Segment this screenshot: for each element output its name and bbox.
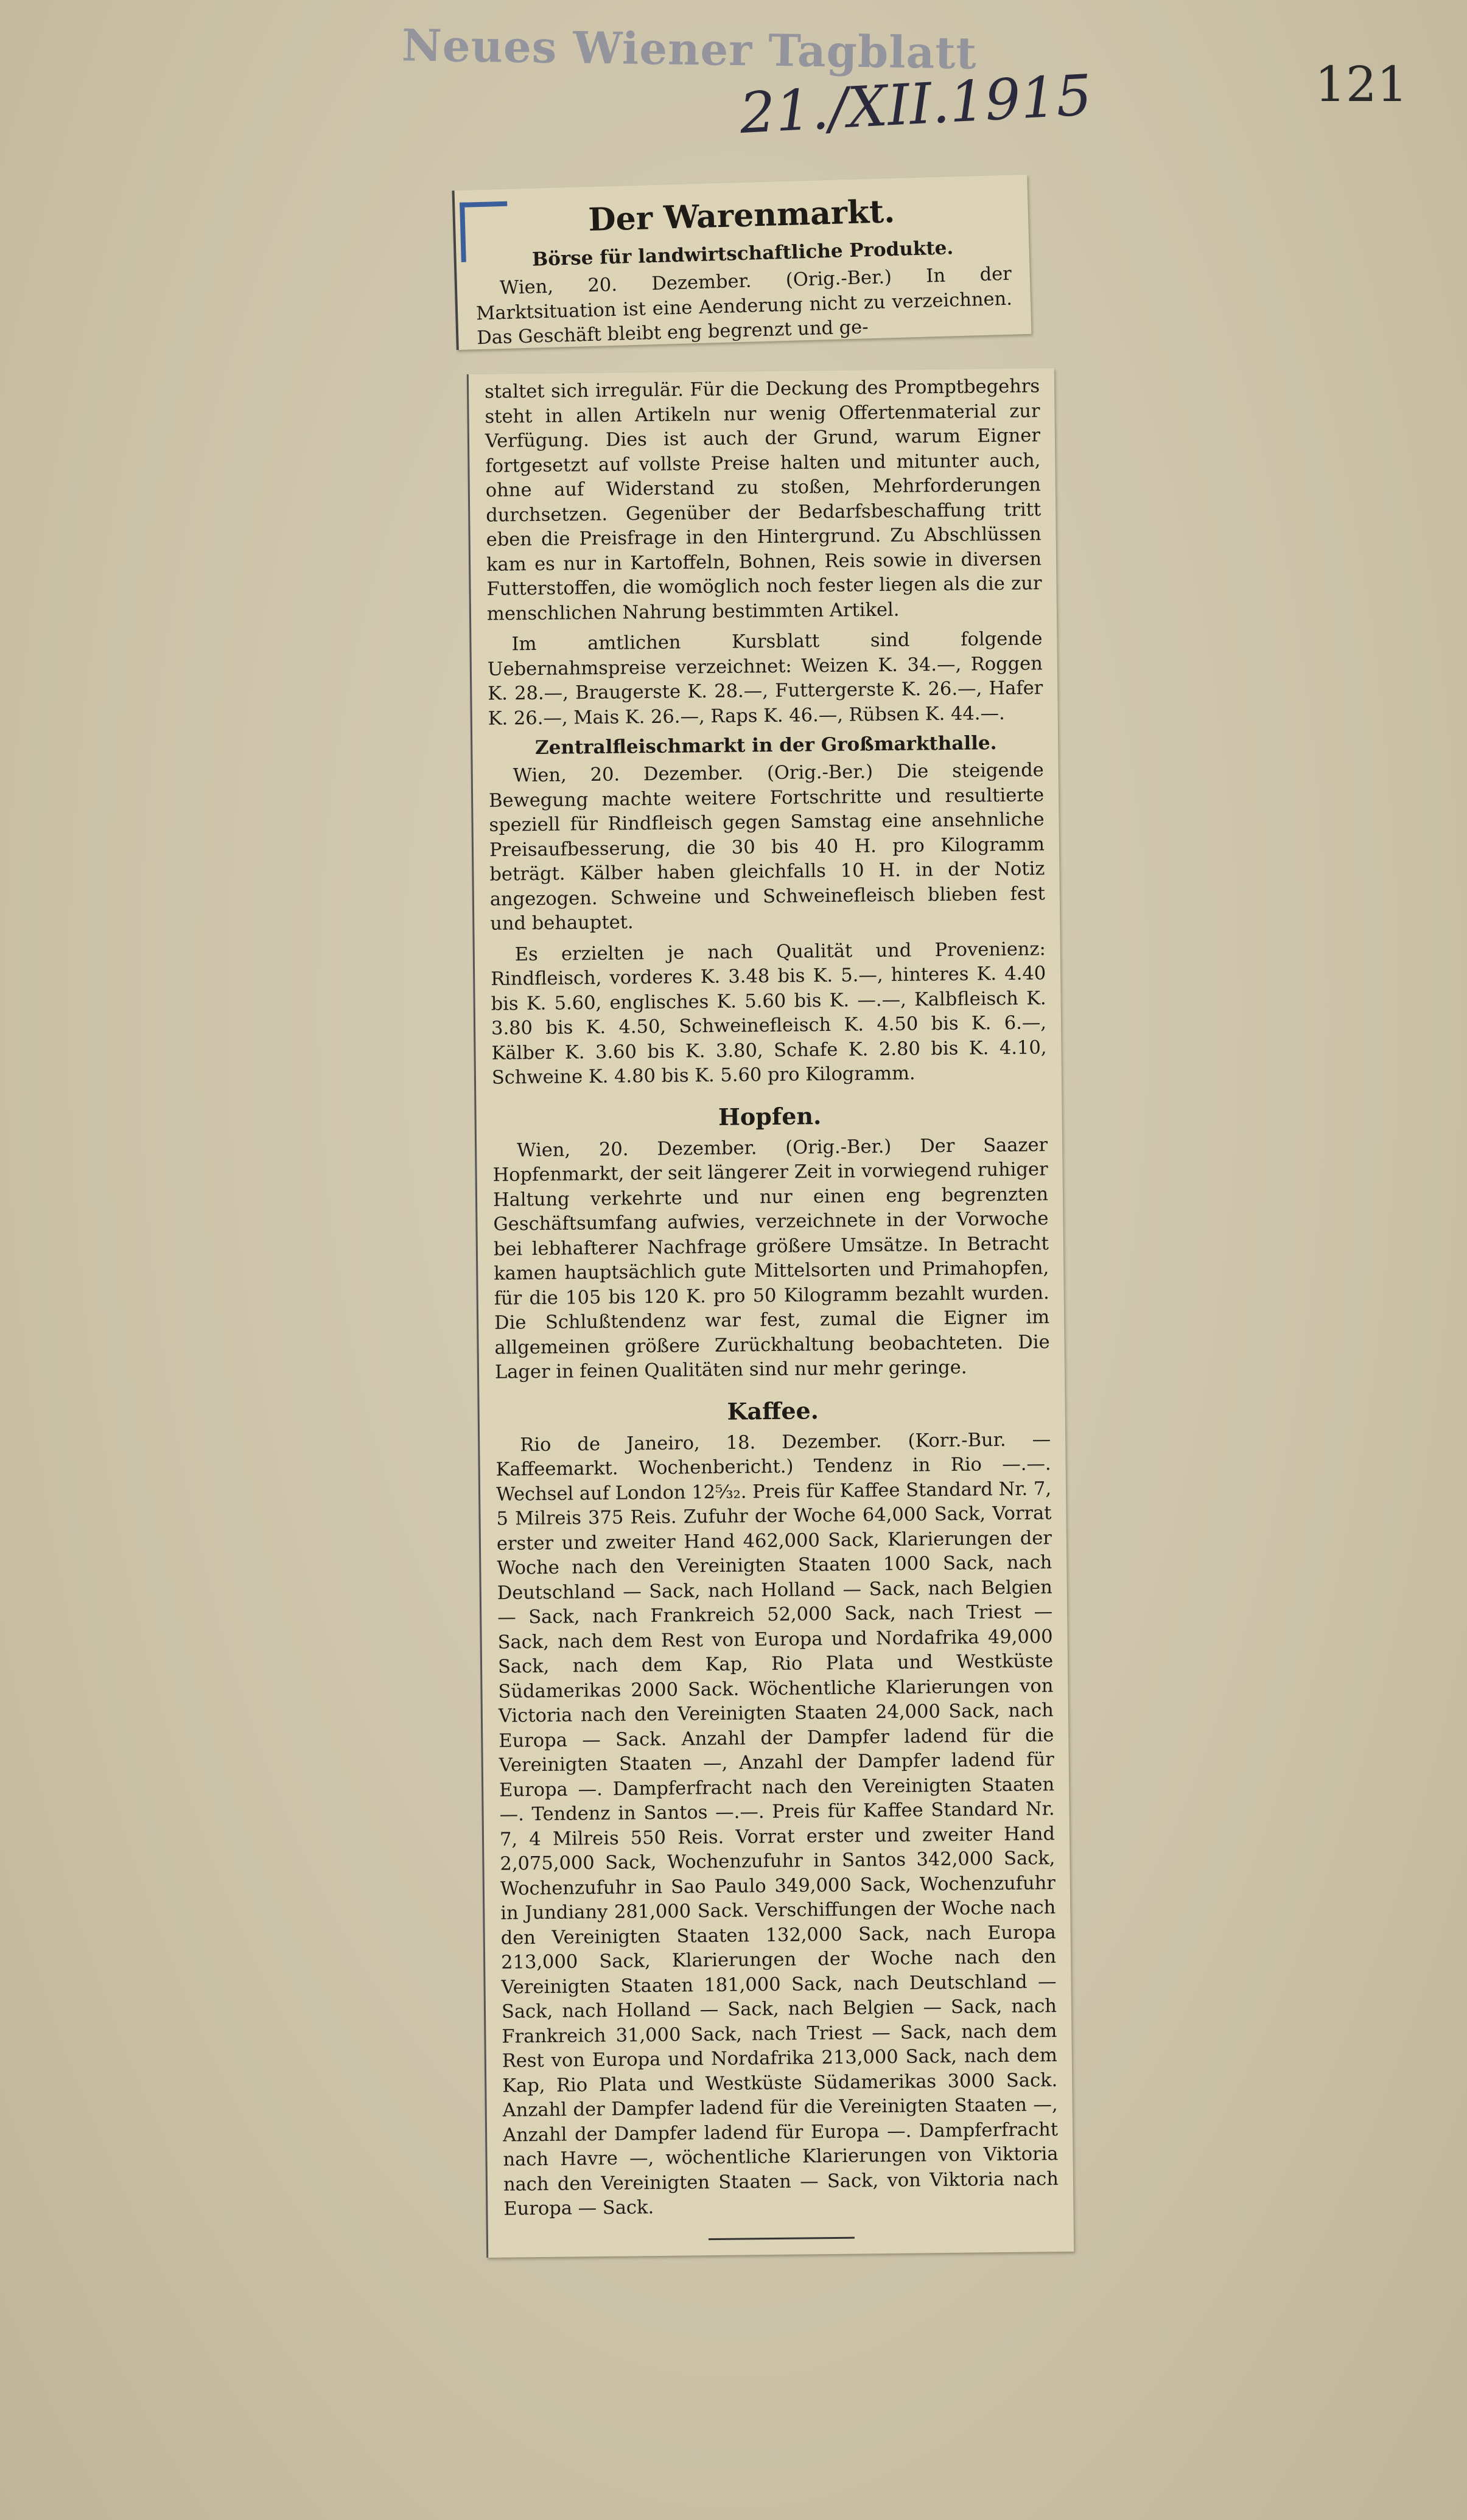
paragraph-fleisch-report: Wien, 20. Dezember. (Orig.-Ber.) Die steigende Bewegung machte weitere Fortschritte und resultierte speziell für Rindfleisch gegen Samstag eine ansehnliche Preisaufbesserung, die 30 bis 40 H. pro Kilogramm beträgt. Kälber haben gleichfalls 10 H. in der Notiz angezogen. Schweine und Schweinefleisch blieben fest und behauptet.	[488, 759, 1045, 935]
paragraph-fleisch-prices: Es erzielten je nach Qualität und Provenienz: Rindfleisch, vorderes K. 3.48 bis K. 5.—, hinteres K. 4.40 bis K. 5.60, englisches K. 5.60 bis K. —.—, Kalbfleisch K. 3.80 bis K. 4.50, Schweinefleisch K. 4.50 bis K. 6.—, Kälber K. 3.60 bis K. 3.80, Schafe K. 2.80 bis K. 4.10, Schweine K. 4.80 bis K. 5.60 pro Kilogramm.	[491, 938, 1047, 1089]
handwritten-date: 21./XII.1915	[738, 62, 1094, 147]
paragraph-boerse-intro: Wien, 20. Dezember. (Orig.-Ber.) In der Marktsituation ist eine Aenderung nicht zu verzeichnen. Das Geschäft bleibt eng begrenzt und ge-	[475, 263, 1013, 349]
clipping-main	[467, 368, 1074, 2258]
paragraph-kaffee: Rio de Janeiro, 18. Dezember. (Korr.-Bur. — Kaffeemarkt. Wochenbericht.) Tendenz in Rio —.—. Wechsel auf London 12⁵⁄₃₂. Preis für Kaffee Standard Nr. 7, 5 Milreis 375 Reis. Zufuhr der Woche 64,000 Sack, Vorrat erster und zweiter Hand 462,000 Sack, Klarierungen der Woche nach den Vereinigten Staaten 1000 Sack, nach Deutschland — Sack, nach Holland — Sack, nach Belgien — Sack, nach Frankreich 52,000 Sack, nach Triest — Sack, nach dem Rest von Europa und Nordafrika 49,000 Sack, nach dem Kap, Rio Plata und Westküste Südamerikas 2000 Sack. Wöchentliche Klarierungen von Victoria nach den Vereinigten Staaten 24,000 Sack, nach Europa — Sack. Anzahl der Dampfer ladend für die Vereinigten Staaten —, Anzahl der Dampfer ladend für Europa —. Dampferfracht nach den Vereinigten Staaten —. Tendenz in Santos —.—. Preis für Kaffee Standard Nr. 7, 4 Milreis 550 Reis. Vorrat erster und zweiter Hand 2,075,000 Sack, Wochenzufuhr in Santos 342,000 Sack, Wochenzufuhr in Sao Paulo 349,000 Sack, Wochenzufuhr in Jundiany 281,000 Sack. Verschiffungen der Woche nach den Vereinigten Staaten 132,000 Sack, nach Europa 213,000 Sack, Klarierungen der Woche nach den Vereinigten Staaten 181,000 Sack, nach Deutschland — Sack, nach Holland — Sack, nach Belgien — Sack, nach Frankreich 31,000 Sack, nach Triest — Sack, nach dem Rest von Europa und Nordafrika 213,000 Sack, nach dem Kap, Rio Plata und Westküste Südamerikas 3000 Sack. Anzahl der Dampfer ladend für die Vereinigten Staaten —, Anzahl der Dampfer ladend für Europa —. Dampferfracht nach Havre —, wöchentliche Klarierungen von Viktoria nach den Vereinigten Staaten — Sack, von Viktoria nach Europa — Sack.	[495, 1428, 1059, 2220]
subhead-zentralfleischmarkt: Zentralfleischmarkt in der Großmarkthalle.	[534, 732, 997, 759]
newspaper-name-stamp: Neues Wiener Tagblatt	[401, 19, 978, 79]
section-title-kaffee: Kaffee.	[727, 1396, 819, 1425]
closing-rule	[709, 2236, 855, 2240]
paragraph-boerse-continued: staltet sich irregulär. Für die Deckung des Promptbegehrs steht in allen Artikeln nur wenig Offertenmaterial zur Verfügung. Dies ist auch der Grund, warum Eigner fortgesetzt auf vollste Preise halten und mitunter auch, ohne auf Widerstand zu stoßen, Mehrforderungen durchsetzen. Gegenüber der Bedarfsbeschaffung tritt eben die Preisfrage in den Hintergrund. Zu Abschlüssen kam es nur in Kartoffeln, Bohnen, Reis sowie in diversen Futterstoffen, die womöglich noch fester liegen als die zur menschlichen Nahrung bestimmten Artikel.	[484, 375, 1042, 625]
page-number: 121	[1315, 56, 1408, 113]
section-title-hopfen: Hopfen.	[718, 1101, 822, 1131]
article-title: Der Warenmarkt.	[587, 192, 896, 239]
subhead-boerse: Börse für landwirtschaftliche Produkte.	[531, 237, 954, 271]
blue-pencil-mark	[460, 201, 509, 262]
paragraph-hopfen: Wien, 20. Dezember. (Orig.-Ber.) Der Saazer Hopfenmarkt, der seit längerer Zeit in vorwiegend ruhiger Haltung verkehrte und nur einen eng begrenzten Geschäftsumfang aufwies, verzeichnete in der Vorwoche bei lebhafterer Nachfrage größere Umsätze. In Betracht kamen hauptsächlich gute Mittelsorten und Primahopfen, für die 105 bis 120 K. pro 50 Kilogramm bezahlt wurden. Die Schlußtendenz war fest, zumal die Eigner im allgemeinen größere Zurückhaltung beobachteten. Die Lager in feinen Qualitäten sind nur mehr geringe.	[492, 1134, 1050, 1383]
clipping-top	[452, 175, 1032, 350]
paragraph-kursblatt-prices: Im amtlichen Kursblatt sind folgende Uebernahmspreise verzeichnet: Weizen K. 34.—, Roggen K. 28.—, Braugerste K. 28.—, Futtergerste K. 26.—, Hafer K. 26.—, Mais K. 26.—, Raps K. 46.—, Rübsen K. 44.—.	[487, 628, 1043, 730]
